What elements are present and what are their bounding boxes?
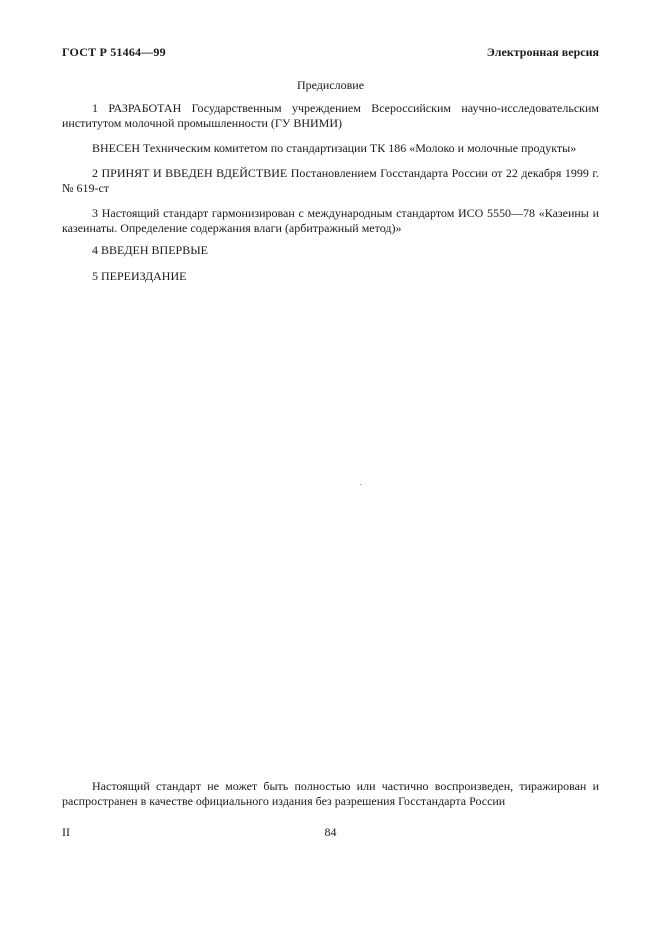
section-number: II bbox=[62, 825, 70, 839]
edition-label: Электронная версия bbox=[486, 45, 599, 59]
paragraph-first-introduced: 4 ВВЕДЕН ВПЕРВЫЕ bbox=[92, 243, 208, 257]
paragraph-reissue: 5 ПЕРЕИЗДАНИЕ bbox=[92, 269, 187, 283]
page-title: Предисловие bbox=[296, 78, 365, 92]
paragraph-adopted: 2 ПРИНЯТ И ВВЕДЕН ВДЕЙСТВИЕ Постановлением Госстандарта России от 22 декабря 1999 г. № 619-ст bbox=[62, 166, 599, 195]
copyright-notice: Настоящий стандарт не может быть полностью или частично воспроизведен, тиражирован и распространен в качестве официального издания без разрешения Госстандарта России bbox=[62, 779, 599, 808]
scan-speck bbox=[360, 484, 361, 485]
page-number: 84 bbox=[324, 825, 337, 839]
paragraph-developed-by: 1 РАЗРАБОТАН Государственным учреждением Всероссийским научно-исследовательским институтом молочной промышленности (ГУ ВНИМИ) bbox=[62, 101, 599, 130]
paragraph-harmonized: 3 Настоящий стандарт гармонизирован с международным стандартом ИСО 5550—78 «Казеины и казеинаты. Определение содержания влаги (арбитражный метод)» bbox=[62, 206, 599, 235]
paragraph-introduced-by: ВНЕСЕН Техническим комитетом по стандартизации ТК 186 «Молоко и молочные продукты» bbox=[92, 141, 577, 155]
document-code: ГОСТ Р 51464—99 bbox=[62, 45, 166, 59]
